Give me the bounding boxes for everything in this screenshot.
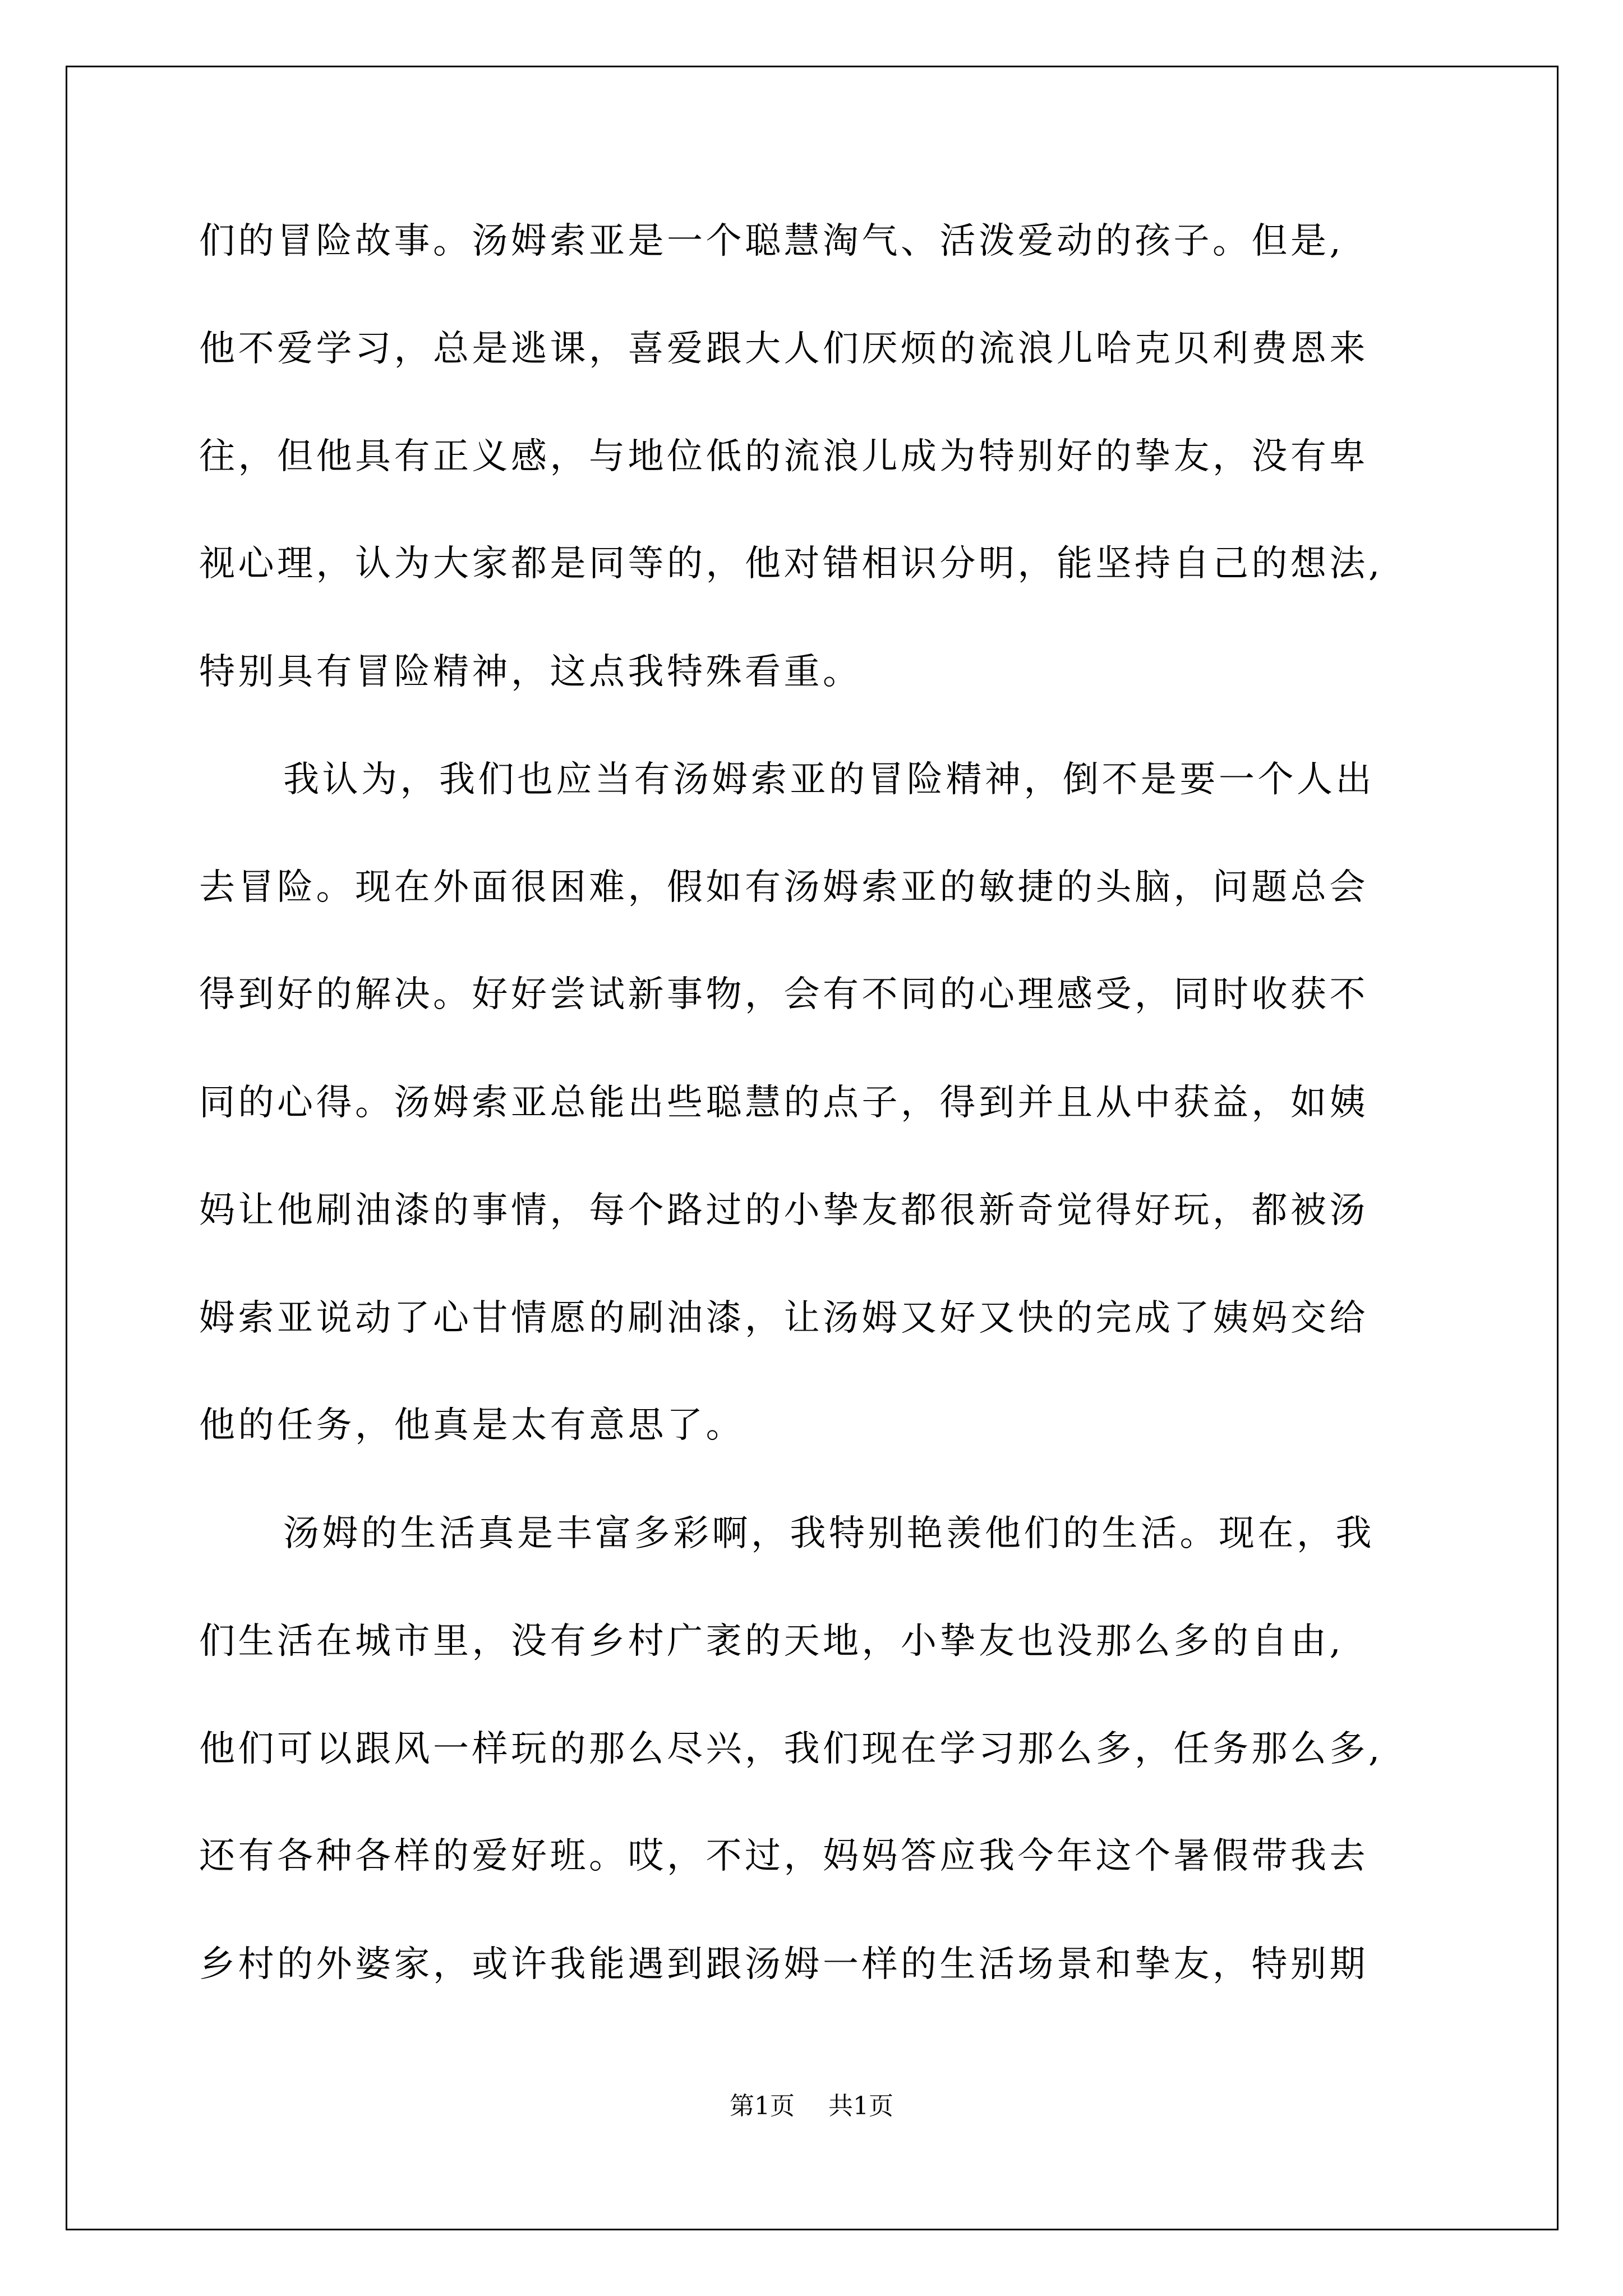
text-line: 乡村的外婆家，或许我能遇到跟汤姆一样的生活场景和挚友，特别期: [199, 1944, 1368, 1985]
text-line: 妈让他刷油漆的事情，每个路过的小挚友都很新奇觉得好玩，都被汤: [199, 1190, 1368, 1231]
text-line: 他们可以跟风一样玩的那么尽兴，我们现在学习那么多，任务那么多,: [199, 1728, 1383, 1770]
text-line: 得到好的解决。好好尝试新事物，会有不同的心理感受，同时收获不: [199, 974, 1368, 1015]
text-line: 往，但他具有正义感，与地位低的流浪儿成为特别好的挚友，没有卑: [199, 436, 1368, 477]
page-number-total: 共1页: [828, 2092, 893, 2120]
text-line: 同的心得。汤姆索亚总能出些聪慧的点子，得到并且从中获益，如姨: [199, 1082, 1368, 1124]
text-line: 还有各种各样的爱好班。哎，不过，妈妈答应我今年这个暑假带我去: [199, 1835, 1368, 1877]
paragraph-first-line: 我认为，我们也应当有汤姆索亚的冒险精神，倒不是要一个人出: [283, 759, 1375, 800]
text-line: 们生活在城市里，没有乡村广袤的天地，小挚友也没那么多的自由,: [199, 1621, 1344, 1662]
text-line: 去冒险。现在外面很困难，假如有汤姆索亚的敏捷的头脑，问题总会: [199, 867, 1368, 908]
page-border: [66, 66, 1559, 2230]
text-line: 特别具有冒险精神，这点我特殊看重。: [199, 651, 862, 693]
text-line: 他不爱学习，总是逃课，喜爱跟大人们厌烦的流浪儿哈克贝利费恩来: [199, 328, 1368, 370]
paragraph-first-line: 汤姆的生活真是丰富多彩啊，我特别艳羡他们的生活。现在，我: [283, 1513, 1375, 1554]
text-line: 他的任务，他真是太有意思了。: [199, 1405, 745, 1446]
page-footer: [0, 2090, 1623, 2123]
text-line: 们的冒险故事。汤姆索亚是一个聪慧淘气、活泼爱动的孩子。但是,: [199, 220, 1344, 262]
page-number-current: 第1页: [730, 2092, 795, 2120]
text-line: 视心理，认为大家都是同等的，他对错相识分明，能坚持自己的想法,: [199, 543, 1383, 585]
text-line: 姆索亚说动了心甘情愿的刷油漆，让汤姆又好又快的完成了姨妈交给: [199, 1297, 1368, 1339]
